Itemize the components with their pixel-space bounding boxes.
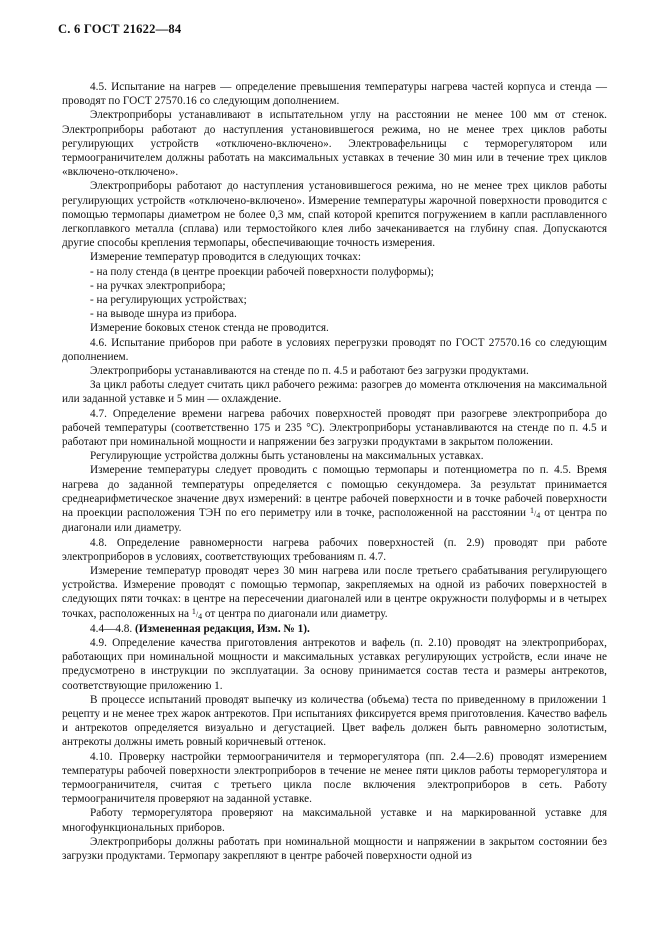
fraction-numerator: 1: [191, 606, 196, 616]
paragraph: Электроприборы работают до наступления установившегося режима, но не менее трех циклов работы регулирующих устройств «отключено-включено». Измерение температуры жарочной поверхности проводится с помощью термопары диаметром не более 0,3 мм, спай которой крепится погружением в капли расплавленного легкоплавкого металла (сплава) или термостойкого клея либо зачеканивается на глубину спая. Допускаются другие способы крепления термопары, обеспечивающие точность измерения.: [62, 180, 607, 250]
paragraph: Работу терморегулятора проверяют на максимальной уставке и на маркированной уставке для многофункциональных приборов.: [62, 807, 607, 834]
paragraph-4-6: 4.6. Испытание приборов при работе в условиях перегрузки проводят по ГОСТ 27570.16 со следующим дополнением.: [62, 336, 607, 363]
paragraph: Электроприборы должны работать при номинальной мощности и напряжении в закрытом состоянии без загрузки продуктами. Термопару закрепляют в центре рабочей поверхности одной из: [62, 835, 607, 862]
fraction-denominator: 4: [536, 511, 541, 521]
text-run: от центра по диагонали или диаметру.: [62, 507, 607, 535]
text-run: Измерение температуры следует проводить с помощью термопары и потенциометра по п. 4.5. Время нагрева до заданной температуры определяется с помощью секундомера. За результат принимается среднеарифметическое значение двух измерений: в центре рабочей поверхности и в точке рабочей поверхности на проекции расположения ТЭН по его периметру или в точке, расположенной на расстоянии: [62, 464, 607, 520]
paragraph: [62, 564, 607, 622]
list-item: - на полу стенда (в центре проекции рабочей поверхности полуформы);: [90, 265, 434, 278]
paragraph: Электроприборы устанавливают в испытательном углу на расстоянии не менее 100 мм от стенок. Электроприборы работают до наступления установившегося режима, но не менее трех циклов работы регулирующих устройств «отключено-включено». Электровафельницы с терморегулятором или термоограничителем должны работать на максимальных уставках в течение 30 мин или в течение трех циклов «включено-отключено».: [62, 109, 607, 179]
paragraph-4-10: 4.10. Проверку настройки термоограничителя и терморегулятора (пп. 2.4—2.6) проводят измерением температуры рабочей поверхности электроприборов в течение не менее пяти циклов работы терморегулятора и термоограничителя, считая с третьего цикла после включения электроприборов в сеть. Работу термоограничителя проверяют на заданной уставке.: [62, 750, 607, 806]
page-header: С. 6 ГОСТ 21622—84: [58, 22, 182, 36]
paragraph-4-5: 4.5. Испытание на нагрев — определение превышения температуры нагрева частей корпуса и стенда — проводят по ГОСТ 27570.16 со следующим дополнением.: [62, 81, 607, 108]
paragraph: [62, 463, 607, 535]
paragraph-4-9: 4.9. Определение качества приготовления антрекотов и вафель (п. 2.10) проводят на электроприборах, работающих при номинальной мощности и максимальных уставках регулирующих устройств, если иначе не предусмотрено в инструкции по эксплуатации. За основу принимается состав теста и размеры антрекотов, соответствующие приложению 1.: [62, 636, 607, 692]
paragraph: За цикл работы следует считать цикл рабочего режима: разогрев до момента отключения на максимальной или заданной уставке и 5 мин — охлаждение.: [62, 379, 607, 406]
paragraph: Электроприборы устанавливаются на стенде по п. 4.5 и работают без загрузки продуктами.: [90, 365, 529, 378]
paragraph-4-8: 4.8. Определение равномерности нагрева рабочих поверхностей (п. 2.9) проводят при работе электроприборов в условиях, соответствующих требованиям п. 4.7.: [62, 536, 607, 563]
amendment-note: [62, 622, 607, 636]
paragraph: Регулирующие устройства должны быть установлены на максимальных уставках.: [90, 450, 484, 463]
text-run: Измерение температур проводят через 30 мин нагрева или после третьего срабатывания регулирующего устройства. Измерение проводят с помощью термопар, закрепляемых на одной из рабочих поверхностей в следующих пяти точках: в центре на пересечении диагоналей или в центре окружности полуформы и в четырех точках, расположенных на: [62, 564, 607, 620]
paragraph: В процессе испытаний проводят выпечку из количества (объема) теста по приведенному в приложении 1 рецепту и не менее трех жарок антрекотов. При испытаниях фиксируется время приготовления. Качество вафель и антрекотов определяется визуально и дегустацией. Цвет вафель должен быть равномерно золотистым, антрекоты должны иметь ровный коричневый оттенок.: [62, 693, 607, 749]
fraction-denominator: 4: [198, 611, 203, 621]
fraction-numerator: 1: [530, 506, 534, 516]
paragraph: Измерение боковых стенок стенда не проводится.: [90, 322, 329, 335]
list-item: - на регулирующих устройствах;: [90, 294, 247, 307]
document-body: [62, 80, 607, 863]
list-item: - на ручках электроприбора;: [90, 279, 226, 292]
amendment-range: 4.4—4.8.: [90, 622, 135, 635]
text-run: от центра по диагонали или диаметру.: [202, 607, 388, 620]
list-item: - на выводе шнура из прибора.: [90, 308, 237, 321]
paragraph: Измерение температур проводится в следующих точках:: [90, 251, 362, 264]
fraction-one-quarter: 1/4: [191, 606, 203, 621]
fraction-one-quarter: 1/4: [530, 506, 541, 521]
paragraph-4-7: 4.7. Определение времени нагрева рабочих поверхностей проводят при разогреве электроприбора до рабочей температуры (соответственно 175 и 235 °С). Электроприборы устанавливаются на стенде по п. 4.5 и работают при номинальной мощности и напряжении без загрузки продуктами в закрытом положении.: [62, 407, 607, 449]
amendment-label: (Измененная редакция, Изм. № 1).: [135, 622, 310, 635]
